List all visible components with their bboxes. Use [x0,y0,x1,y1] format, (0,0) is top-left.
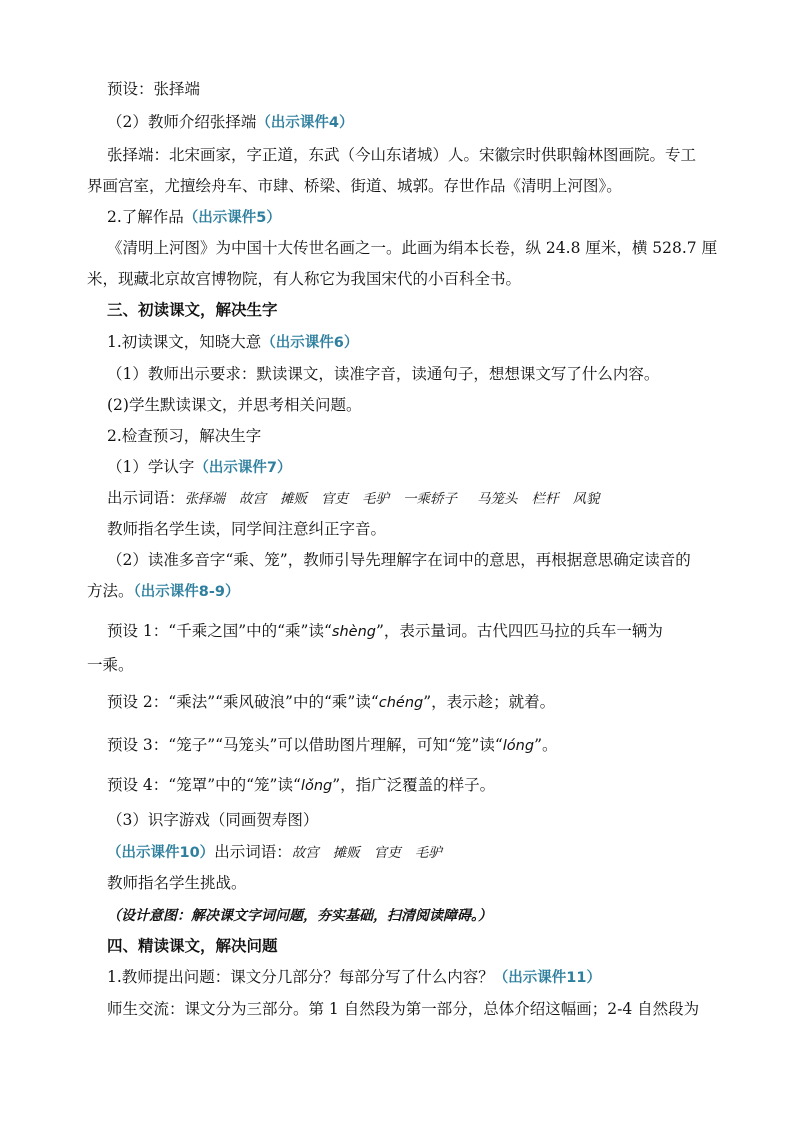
word: 故宫 [239,491,267,507]
section-heading [0,935,794,957]
preset-line [0,654,794,676]
word: 栏杆 [531,491,559,507]
text: 预设：张择端 [107,80,201,98]
paragraph-line [0,872,794,894]
text: 教师指名学生挑战。 [107,874,247,892]
courseware-ref: （出示课件11） [493,970,601,986]
text: 界画宫室，尤擅绘舟车、市肆、桥梁、街道、城郭。存世作品《清明上河图》。 [87,177,622,195]
word: 一乘轿子 [403,491,458,507]
label: 出示词语： [214,843,292,861]
word: 风貌 [572,491,600,507]
preset-line [0,691,794,714]
text: 预设 1：“千乘之国”中的“乘”读“ [107,622,332,640]
word-list-line [0,487,794,510]
pinyin: chéng [378,695,424,711]
text: ”。 [534,736,558,754]
text: (2)学生默读课文，并思考相关问题。 [107,396,362,414]
text: 张择端：北宋画家，字正道，东武（今山东诸城）人。宋徽宗时供职翰林图画院。专工 [107,146,697,164]
section-heading [0,299,794,321]
step-line [0,206,794,229]
text: 米，现藏北京故宫博物院，有人称它为我国宋代的小百科全书。 [87,270,522,288]
word: 官吏 [321,491,349,507]
text: 2.了解作品 [107,208,184,226]
text: ”，表示趁；就着。 [423,693,556,711]
text: （2）教师介绍张择端 [107,113,257,131]
text: （3）识字游戏（同画贺寿图） [107,811,319,829]
pinyin: lóng [502,738,535,754]
text: 师生交流：课文分为三部分。第 1 自然段为第一部分，总体介绍这幅画；2-4 自然段为 [107,1000,700,1018]
step-line [0,331,794,354]
text: 1.教师提出问题：课文分几部分？每部分写了什么内容？ [107,968,494,986]
courseware-ref: （出示课件7） [194,460,292,476]
text: 《清明上河图》为中国十大传世名画之一。此画为绢本长卷，纵 24.8 厘米，横 528.7 厘 [107,239,718,257]
step-line [0,966,794,989]
word: 毛驴 [362,491,390,507]
step-line [0,425,794,447]
step-line [0,456,794,479]
word: 摊贩 [332,845,360,861]
paragraph-line [0,268,794,290]
courseware-ref: （出示课件4） [256,115,354,131]
heading-text: 三、初读课文，解决生字 [107,300,278,319]
paragraph-line [0,144,794,166]
step-line [0,111,794,134]
preset-line [0,620,794,643]
word: 毛驴 [414,845,442,861]
word: 马笼头 [477,491,518,507]
preset-line [0,78,794,100]
courseware-ref: （出示课件6） [261,335,359,351]
word-list-line [0,841,794,864]
word: 官吏 [373,845,401,861]
courseware-ref: （出示课件10） [107,845,215,861]
step-line [0,809,794,831]
paragraph-line [0,363,794,385]
text: 预设 3：“笼子”“马笼头”可以借助图片理解，可知“笼”读“ [107,736,503,754]
text: 1.初读课文，知晓大意 [107,333,262,351]
paragraph-line [0,580,794,603]
pinyin: lǒng [300,778,333,794]
text: （2）读准多音字“乘、笼”，教师引导先理解字在词中的意思，再根据意思确定读音的 [107,551,691,569]
text: （1）教师出示要求：默读课文，读准字音，读通句子，想想课文写了什么内容。 [107,365,660,383]
text: 一乘。 [87,656,134,674]
text: ”，表示量词。古代四匹马拉的兵车一辆为 [375,622,663,640]
paragraph-line [0,549,794,571]
text: （1）学认字 [107,458,195,476]
text: 2.检查预习，解决生字 [107,427,262,445]
paragraph-line [0,394,794,416]
courseware-ref: （出示课件5） [183,210,281,226]
preset-line [0,774,794,797]
text: 教师指名学生读，同学间注意纠正字音。 [107,520,387,538]
design-intent-note [0,904,794,927]
text: ”，指广泛覆盖的样子。 [332,776,496,794]
word-list [292,845,456,861]
text: 预设 4：“笼罩”中的“笼”读“ [107,776,301,794]
text: 预设 2：“乘法”“乘风破浪”中的“乘”读“ [107,693,379,711]
paragraph-line [0,175,794,197]
label: 出示词语： [107,489,185,507]
word: 故宫 [291,845,319,861]
courseware-ref: （出示课件8-9） [133,584,240,600]
paragraph-line [0,518,794,540]
word: 摊贩 [280,491,308,507]
word-list [185,491,614,507]
pinyin: shèng [331,624,376,640]
heading-text: 四、精读课文，解决问题 [107,936,278,955]
paragraph-line [0,998,794,1020]
text: 方法。 [87,582,134,600]
word: 张择端 [184,491,226,507]
preset-line [0,734,794,757]
paragraph-line [0,237,794,259]
note-text: （设计意图：解决课文字词问题，夯实基础，扫清阅读障碍。） [107,908,492,924]
